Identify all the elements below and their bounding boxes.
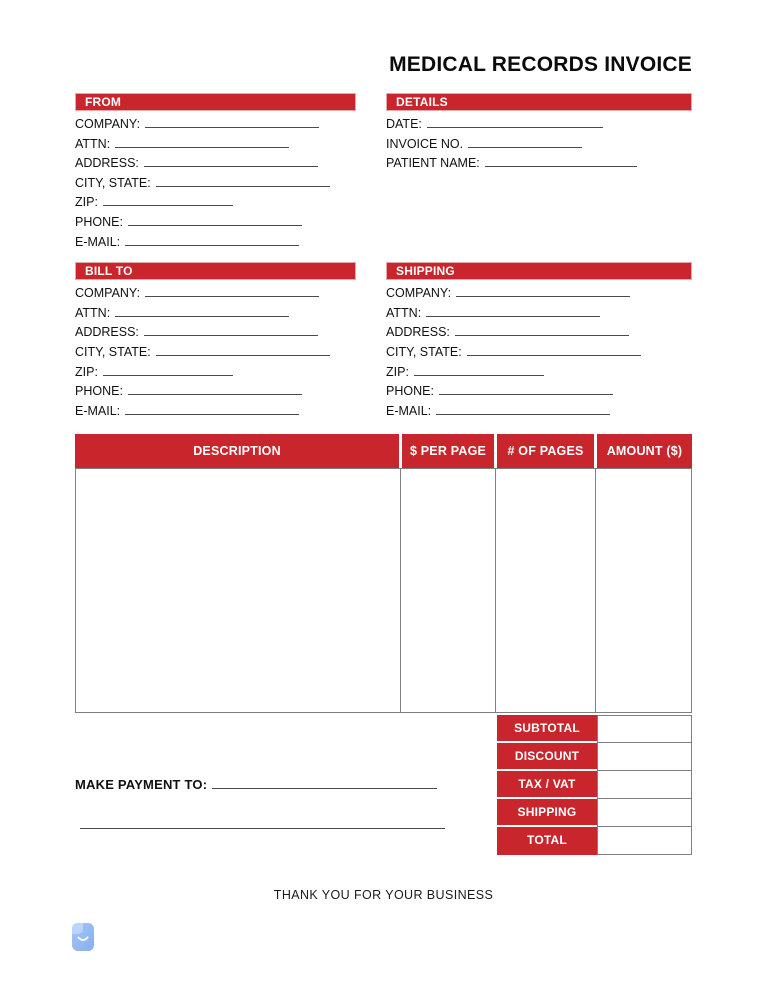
tax-vat-label: TAX / VAT [497, 771, 597, 799]
blank-line [145, 116, 319, 128]
field-label: COMPANY: [75, 286, 141, 301]
totals-summary [497, 715, 692, 855]
blank-line [103, 364, 233, 376]
field-row [386, 115, 692, 135]
subtotal-label: SUBTOTAL [497, 715, 597, 743]
field-label: ADDRESS: [386, 325, 450, 340]
field-label: CITY, STATE: [75, 344, 151, 359]
total-value [597, 827, 692, 855]
per-page-cell [401, 469, 496, 712]
field-row [75, 323, 356, 343]
field-row [75, 402, 356, 422]
field-row [75, 135, 356, 155]
blank-line [414, 364, 544, 376]
blank-line [426, 305, 600, 317]
field-label: INVOICE NO. [386, 136, 464, 151]
blank-line [115, 305, 289, 317]
shipping-total-value [597, 799, 692, 827]
blank-line [128, 214, 302, 226]
field-label: ATTN: [75, 136, 111, 151]
blank-line [144, 324, 318, 336]
thank-you-note: THANK YOU FOR YOUR BUSINESS [273, 888, 494, 903]
field-label: ZIP: [75, 364, 98, 379]
bill-to-fields [75, 284, 356, 421]
blank-line [427, 116, 603, 128]
blank-line [436, 403, 610, 415]
line-items-table [75, 434, 692, 713]
document-smile-icon [72, 923, 94, 951]
payment-blank-line-2 [80, 817, 445, 829]
field-label: CITY, STATE: [75, 175, 151, 190]
field-row [386, 363, 692, 383]
payment-blank-line [212, 777, 437, 789]
bill-to-section-header: BILL TO [75, 262, 356, 280]
blank-line [103, 194, 233, 206]
num-pages-cell [496, 469, 596, 712]
field-label: ADDRESS: [75, 325, 139, 340]
blank-line [125, 234, 299, 246]
make-payment-to-label: MAKE PAYMENT TO: [75, 777, 208, 793]
field-row [75, 193, 356, 213]
field-row [386, 382, 692, 402]
field-row [75, 213, 356, 233]
items-table-header [75, 434, 692, 468]
field-row [386, 402, 692, 422]
total-label: TOTAL [497, 827, 597, 855]
billto-shipping-row [75, 262, 692, 421]
payment-block [75, 713, 497, 855]
field-label: PHONE: [75, 384, 123, 399]
field-row [386, 284, 692, 304]
blank-line [455, 324, 629, 336]
column-header-description: DESCRIPTION [75, 434, 402, 468]
field-label: E-MAIL: [75, 234, 121, 249]
field-label: ATTN: [386, 305, 422, 320]
column-header-per-page: $ PER PAGE [402, 434, 497, 468]
discount-value [597, 743, 692, 771]
discount-label: DISCOUNT [497, 743, 597, 771]
field-label: CITY, STATE: [386, 344, 462, 359]
field-row [386, 323, 692, 343]
items-table-body [75, 468, 692, 713]
field-row [75, 174, 356, 194]
blank-line [485, 155, 637, 167]
column-header-amount: AMOUNT ($) [597, 434, 692, 468]
field-row [75, 363, 356, 383]
field-row [75, 304, 356, 324]
shipping-fields [386, 284, 692, 421]
from-fields [75, 115, 356, 252]
summary-row-total [497, 827, 692, 855]
field-label: ZIP: [75, 195, 98, 210]
field-row [75, 284, 356, 304]
field-label: ZIP: [386, 364, 409, 379]
from-section-header: FROM [75, 93, 356, 111]
field-row [75, 115, 356, 135]
details-section-header: DETAILS [386, 93, 692, 111]
field-label: E-MAIL: [386, 403, 432, 418]
summary-row-shipping [497, 799, 692, 827]
field-label: E-MAIL: [75, 403, 121, 418]
blank-line [456, 285, 630, 297]
blank-line [145, 285, 319, 297]
field-row [386, 135, 692, 155]
field-label: ATTN: [75, 305, 111, 320]
details-fields [386, 115, 692, 174]
field-label: PHONE: [386, 384, 434, 399]
blank-line [156, 344, 330, 356]
amount-cell [596, 469, 691, 712]
subtotal-value [597, 715, 692, 743]
field-label: PATIENT NAME: [386, 156, 480, 171]
blank-line [115, 136, 289, 148]
summary-row-tax-vat [497, 771, 692, 799]
field-row [386, 343, 692, 363]
blank-line [144, 155, 318, 167]
field-row [75, 154, 356, 174]
shipping-section [386, 262, 692, 421]
payment-summary-row [75, 713, 692, 855]
blank-line [439, 383, 613, 395]
field-label: COMPANY: [386, 286, 452, 301]
field-label: DATE: [386, 117, 422, 131]
tax-vat-value [597, 771, 692, 799]
field-row [386, 304, 692, 324]
field-row [386, 154, 692, 174]
field-row [75, 382, 356, 402]
description-cell [76, 469, 401, 712]
field-label: ADDRESS: [75, 156, 139, 171]
blank-line [468, 136, 582, 148]
blank-line [128, 383, 302, 395]
field-label: PHONE: [75, 214, 123, 229]
blank-line [156, 175, 330, 187]
from-section [75, 93, 356, 252]
shipping-total-label: SHIPPING [497, 799, 597, 827]
details-section [386, 93, 692, 252]
page-title: MEDICAL RECORDS INVOICE [389, 53, 692, 76]
bill-to-section [75, 262, 356, 421]
summary-row-subtotal [497, 715, 692, 743]
summary-row-discount [497, 743, 692, 771]
field-row [75, 343, 356, 363]
blank-line [125, 403, 299, 415]
shipping-section-header: SHIPPING [386, 262, 692, 280]
field-label: COMPANY: [75, 117, 141, 131]
field-row [75, 233, 356, 253]
from-details-row [75, 93, 692, 252]
column-header-num-pages: # OF PAGES [497, 434, 597, 468]
blank-line [467, 344, 641, 356]
